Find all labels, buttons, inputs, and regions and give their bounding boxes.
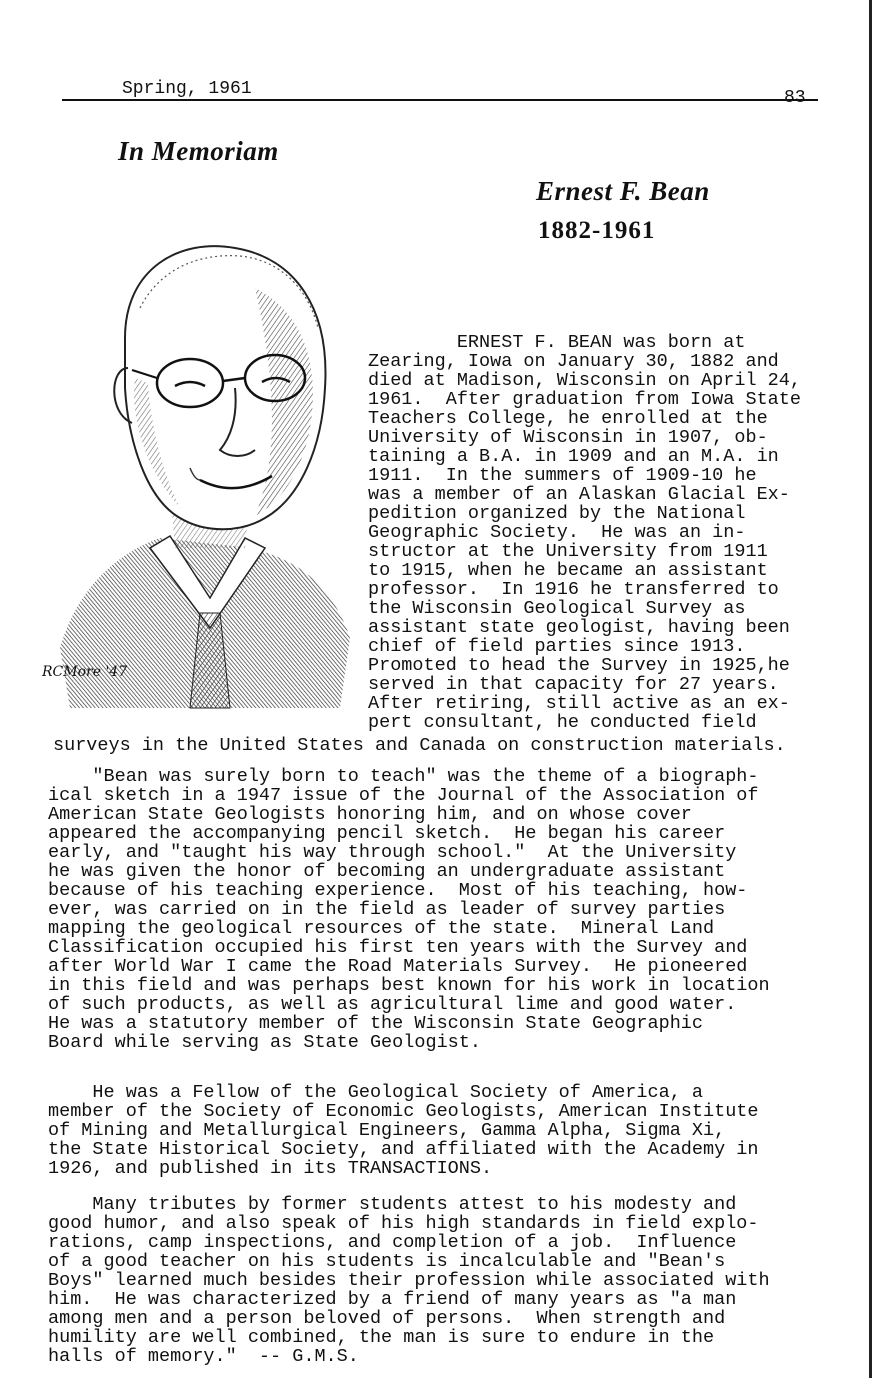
- section-heading: In Memoriam: [118, 136, 279, 166]
- bio-line: assistant state geologist, having been: [368, 617, 790, 638]
- portrait-sketch: [40, 218, 360, 718]
- text-line: among men and a person beloved of persons. When strength and: [48, 1308, 726, 1329]
- bio-line: 1961. After graduation from Iowa State: [368, 389, 801, 410]
- running-head: Spring, 1961: [122, 79, 252, 99]
- portrait-signature: RCMore '47: [42, 664, 128, 680]
- text-line: in this field and was perhaps best known for his work in location: [48, 975, 770, 996]
- bio-line: died at Madison, Wisconsin on April 24,: [368, 370, 801, 391]
- text-line: of a good teacher on his students is incalculable and "Bean's: [48, 1251, 726, 1272]
- text-line: mapping the geological resources of the state. Mineral Land: [48, 918, 715, 939]
- text-line: because of his teaching experience. Most of his teaching, how-: [48, 880, 748, 901]
- bio-line: served in that capacity for 27 years.: [368, 674, 779, 695]
- text-line: of such products, as well as agricultural lime and good water.: [48, 994, 737, 1015]
- bio-line: ERNEST F. BEAN was born at: [368, 332, 746, 353]
- text-line: appeared the accompanying pencil sketch. He began his career: [48, 823, 726, 844]
- text-line: of Mining and Metallurgical Engineers, Gamma Alpha, Sigma Xi,: [48, 1120, 726, 1141]
- bio-line: After retiring, still active as an ex-: [368, 693, 790, 714]
- text-line: after World War I came the Road Materials Survey. He pioneered: [48, 956, 748, 977]
- text-line: humility are well combined, the man is sure to endure in the: [48, 1327, 715, 1348]
- bio-line: pedition organized by the National: [368, 503, 746, 524]
- bio-line: University of Wisconsin in 1907, ob-: [368, 427, 768, 448]
- text-line: early, and "taught his way through school." At the University: [48, 842, 737, 863]
- text-line: He was a Fellow of the Geological Society of America, a: [48, 1082, 704, 1103]
- text-line: American State Geologists honoring him, and on whose cover: [48, 804, 692, 825]
- page-number: 83: [784, 88, 806, 108]
- bio-line: Teachers College, he enrolled at the: [368, 408, 768, 429]
- bio-line: Geographic Society. He was an in-: [368, 522, 746, 543]
- bio-line: chief of field parties since 1913.: [368, 636, 746, 657]
- text-line: him. He was characterized by a friend of many years as "a man: [48, 1289, 737, 1310]
- bio-line: pert consultant, he conducted field: [368, 712, 757, 733]
- paragraph-teaching: [48, 767, 770, 1052]
- subject-name: Ernest F. Bean: [536, 176, 710, 206]
- text-line: Many tributes by former students attest to his modesty and: [48, 1194, 737, 1215]
- bio-line: professor. In 1916 he transferred to: [368, 579, 779, 600]
- paragraph-tributes: [48, 1195, 770, 1366]
- paragraph-affiliations: [48, 1083, 759, 1178]
- text-line: ical sketch in a 1947 issue of the Journal of the Association of: [48, 785, 759, 806]
- text-line: Boys" learned much besides their profession while associated with: [48, 1270, 770, 1291]
- text-line: rations, camp inspections, and completion of a job. Influence: [48, 1232, 737, 1253]
- text-line: member of the Society of Economic Geologists, American Institute: [48, 1101, 759, 1122]
- header-rule: [62, 99, 818, 101]
- bio-line: Promoted to head the Survey in 1925,he: [368, 655, 790, 676]
- bio-line: Zearing, Iowa on January 30, 1882 and: [368, 351, 779, 372]
- bio-column: [368, 333, 801, 732]
- text-line: good humor, and also speak of his high standards in field explo-: [48, 1213, 759, 1234]
- text-line: He was a statutory member of the Wisconsin State Geographic: [48, 1013, 704, 1034]
- bio-tail-line: surveys in the United States and Canada on construction materials.: [53, 735, 786, 756]
- bio-line: to 1915, when he became an assistant: [368, 560, 768, 581]
- text-line: halls of memory." -- G.M.S.: [48, 1346, 359, 1367]
- text-line: Classification occupied his first ten years with the Survey and: [48, 937, 748, 958]
- text-line: Board while serving as State Geologist.: [48, 1032, 481, 1053]
- bio-line: was a member of an Alaskan Glacial Ex-: [368, 484, 790, 505]
- text-line: 1926, and published in its TRANSACTIONS.: [48, 1158, 493, 1179]
- bio-line: taining a B.A. in 1909 and an M.A. in: [368, 446, 779, 467]
- text-line: the State Historical Society, and affiliated with the Academy in: [48, 1139, 759, 1160]
- text-line: "Bean was surely born to teach" was the theme of a biograph-: [48, 766, 759, 787]
- text-line: he was given the honor of becoming an undergraduate assistant: [48, 861, 726, 882]
- bio-line: the Wisconsin Geological Survey as: [368, 598, 746, 619]
- text-line: ever, was carried on in the field as leader of survey parties: [48, 899, 726, 920]
- bio-line: 1911. In the summers of 1909-10 he: [368, 465, 757, 486]
- bio-line: structor at the University from 1911: [368, 541, 768, 562]
- subject-dates: 1882-1961: [538, 217, 656, 244]
